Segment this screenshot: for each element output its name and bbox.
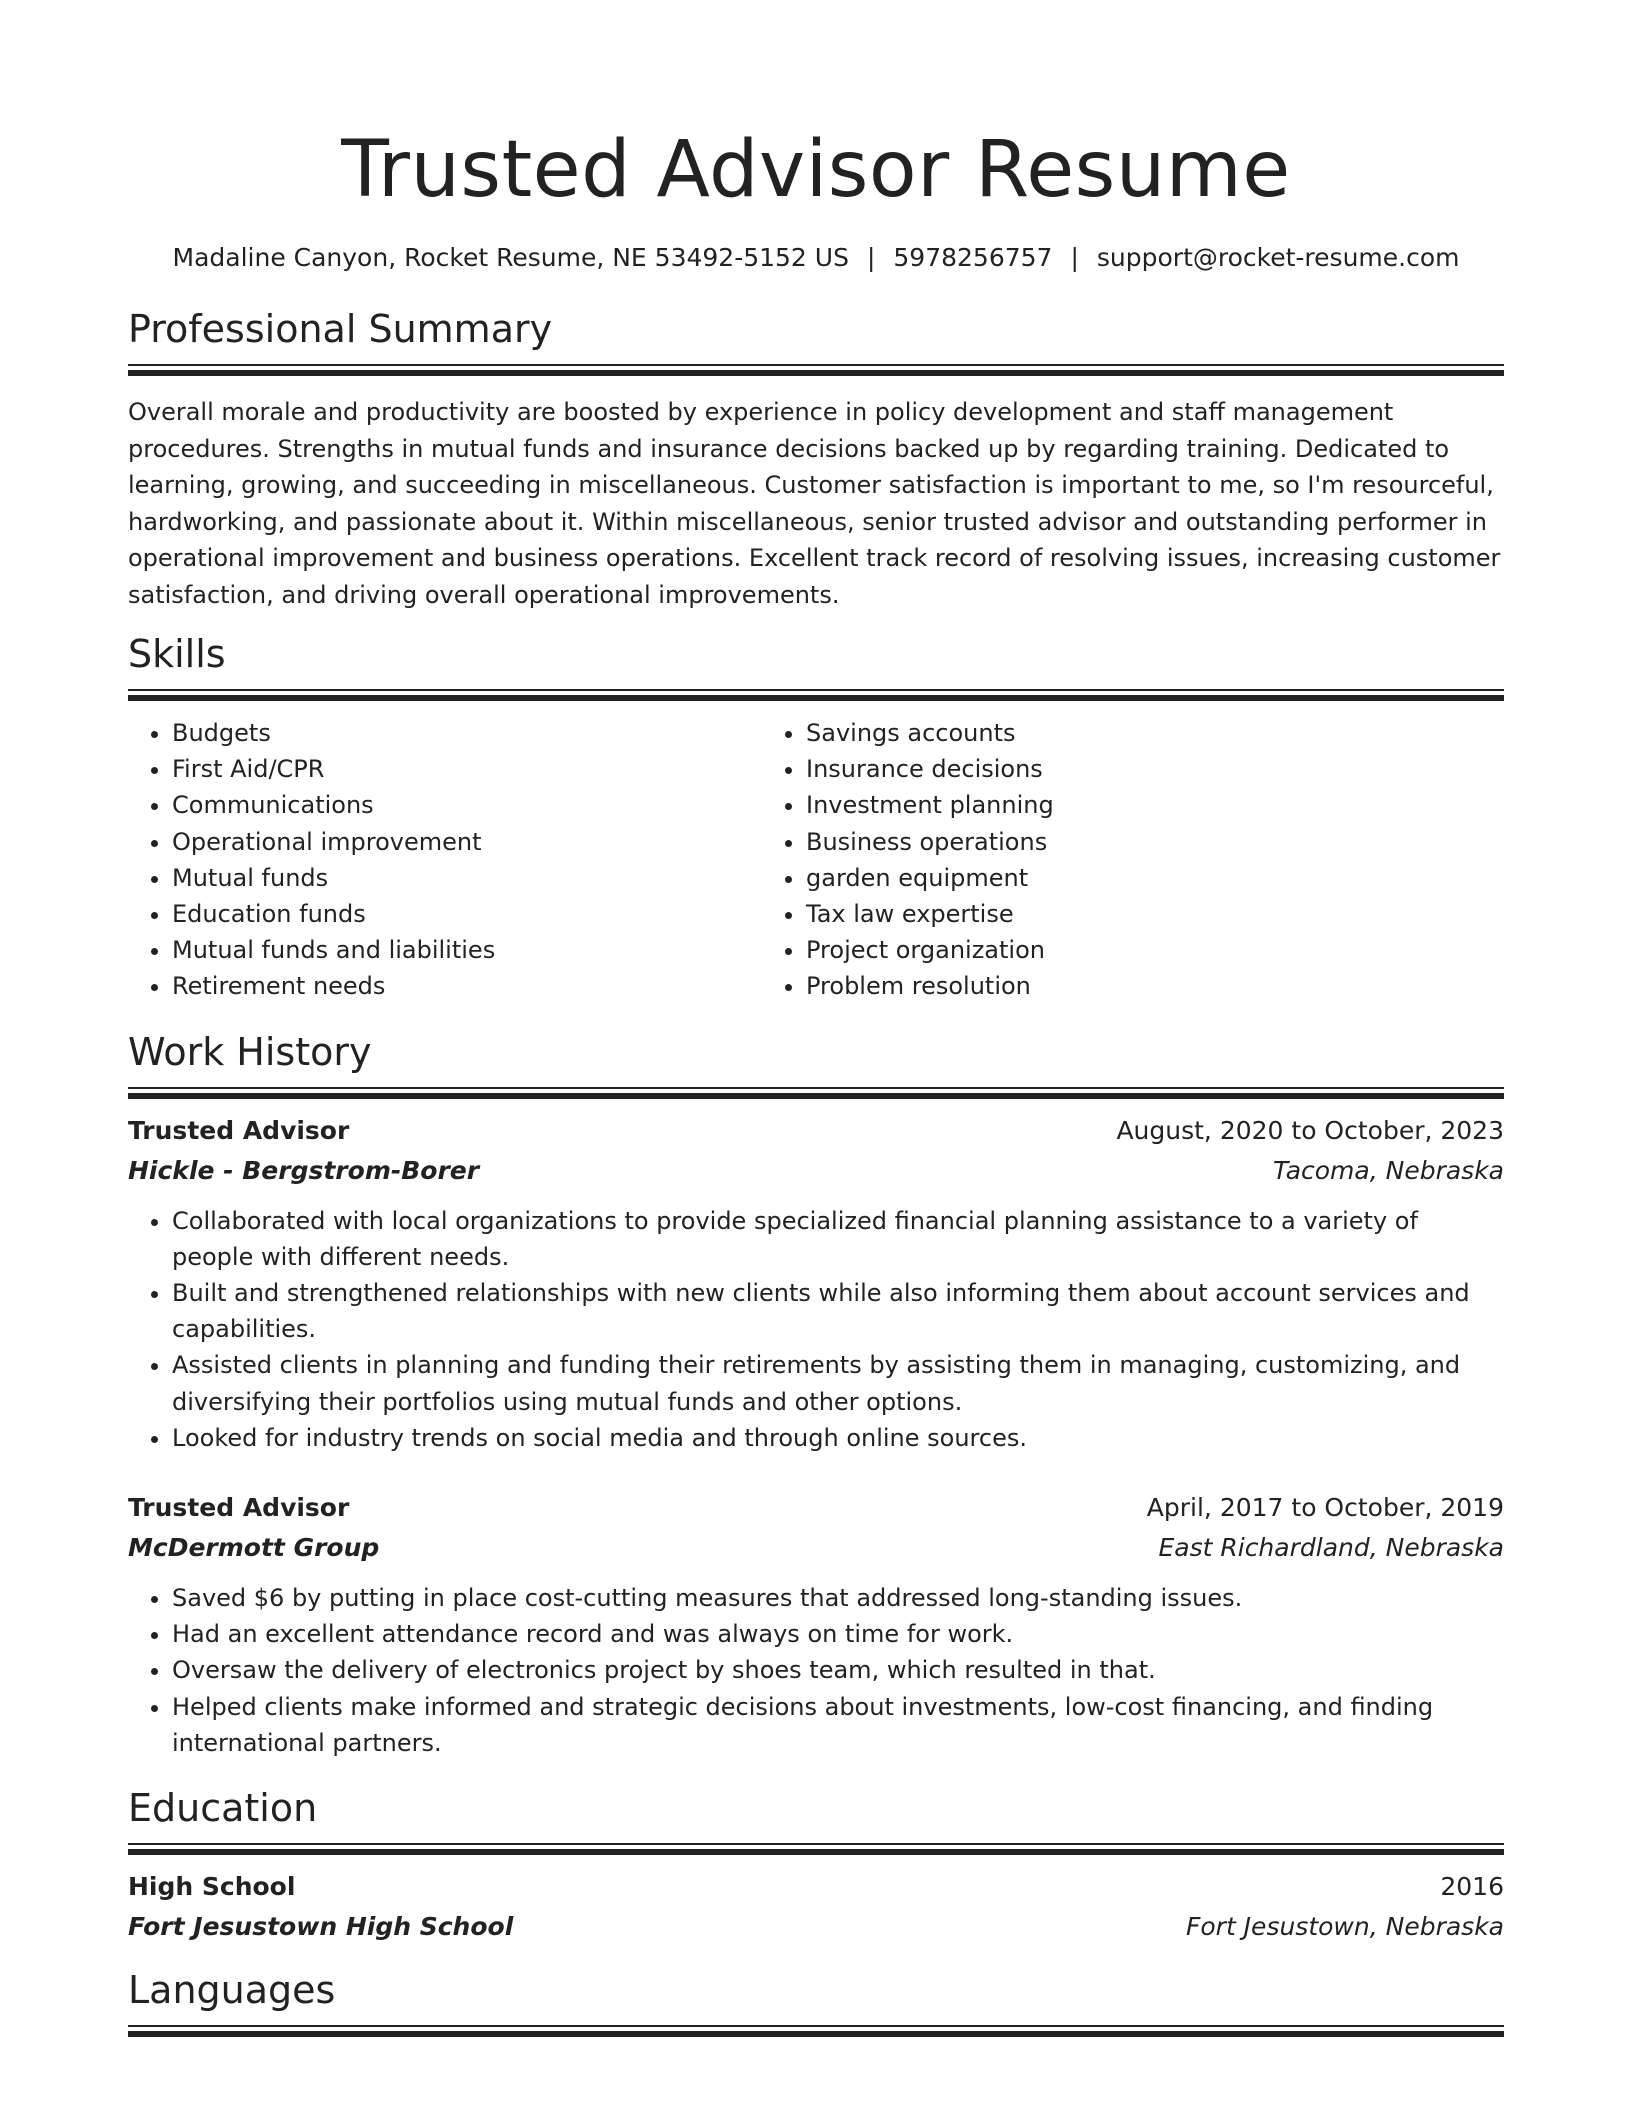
work-history-section <box>128 1027 1504 1761</box>
job-header <box>128 1111 1504 1151</box>
job-bullet: • Assisted clients in planning and funding their retirements by assisting them in managing, customizing, and diversifying their portfolios using mutual funds and other options. <box>172 1347 1504 1419</box>
education-year: 2016 <box>1440 1872 1504 1902</box>
section-heading-skills: Skills <box>128 632 226 676</box>
skills-columns <box>128 715 1504 1005</box>
job-title: Trusted Advisor <box>128 1115 350 1145</box>
job-dates: April, 2017 to October, 2019 <box>1146 1493 1504 1523</box>
skill-item: • Tax law expertise <box>806 896 1502 932</box>
skill-item: • Investment planning <box>806 787 1502 823</box>
job-bullet: • Had an excellent attendance record and was always on time for work. <box>172 1616 1504 1652</box>
skill-item: • Education funds <box>172 896 762 932</box>
section-divider <box>128 2025 1504 2037</box>
job-bullet: • Helped clients make informed and strategic decisions about investments, low-cost financing, and finding international partners. <box>172 1689 1504 1761</box>
job-company: Hickle - Bergstrom-Borer <box>128 1155 480 1185</box>
education-entry <box>128 1867 1504 1947</box>
skills-list-right <box>762 715 1502 1005</box>
section-heading-languages: Languages <box>128 1968 336 2013</box>
job-bullet: • Saved $6 by putting in place cost-cutting measures that addressed long-standing issues. <box>172 1580 1504 1616</box>
section-heading-education: Education <box>128 1786 318 1831</box>
contact-email[interactable]: support@rocket-resume.com <box>1096 243 1460 272</box>
education-school: Fort Jesustown High School <box>128 1912 514 1942</box>
skills-section <box>128 629 1504 1005</box>
job-location: Tacoma, Nebraska <box>1273 1155 1504 1185</box>
job-subheader <box>128 1528 1504 1568</box>
skill-item: • garden equipment <box>806 860 1502 896</box>
job-bullets <box>128 1203 1504 1456</box>
contact-phone: 5978256757 <box>893 243 1053 272</box>
skill-item: • Savings accounts <box>806 715 1502 751</box>
contact-address: Madaline Canyon, Rocket Resume, NE 53492-5152 US <box>172 243 849 272</box>
job-bullet: • Built and strengthened relationships with new clients while also informing them about account services and capabilities. <box>172 1275 1504 1347</box>
section-divider <box>128 689 1504 701</box>
education-section <box>128 1783 1504 1947</box>
job-bullet: • Collaborated with local organizations to provide specialized financial planning assistance to a variety of people with different needs. <box>172 1203 1504 1275</box>
contact-separator: | <box>1070 243 1079 272</box>
job-entry <box>128 1488 1504 1761</box>
job-subheader <box>128 1151 1504 1191</box>
skill-item: • Communications <box>172 787 762 823</box>
skill-item: • First Aid/CPR <box>172 751 762 787</box>
skills-list-left <box>128 715 762 1005</box>
skill-item: • Project organization <box>806 932 1502 968</box>
education-subheader <box>128 1907 1504 1947</box>
resume-title: Trusted Advisor Resume <box>341 125 1291 215</box>
skill-item: • Retirement needs <box>172 968 762 1004</box>
skill-item: • Business operations <box>806 824 1502 860</box>
skill-item: • Budgets <box>172 715 762 751</box>
job-company: McDermott Group <box>128 1533 380 1563</box>
education-degree: High School <box>128 1872 296 1902</box>
skill-item: • Insurance decisions <box>806 751 1502 787</box>
section-heading-work: Work History <box>128 1029 372 1074</box>
job-entry <box>128 1111 1504 1456</box>
job-title: Trusted Advisor <box>128 1493 350 1523</box>
section-divider <box>128 1087 1504 1099</box>
summary-text: Overall morale and productivity are boosted by experience in policy development and staff management procedures. Strengths in mutual funds and insurance decisions backed up by regarding training. Dedicated to learning, growing, and succeeding in miscellaneous. Customer satisfaction is important to me, so I'm resourceful, hardworking, and passionate about it. Within miscellaneous, senior trusted advisor and outstanding performer in operational improvement and business operations. Excellent track record of resolving issues, increasing customer satisfaction, and driving overall operational improvements. <box>128 398 1501 609</box>
skill-item: • Mutual funds and liabilities <box>172 932 762 968</box>
job-bullet: • Oversaw the delivery of electronics project by shoes team, which resulted in that. <box>172 1652 1504 1688</box>
job-bullets <box>128 1580 1504 1761</box>
skill-item: • Operational improvement <box>172 824 762 860</box>
skill-item: • Mutual funds <box>172 860 762 896</box>
section-heading-summary: Professional Summary <box>128 307 553 351</box>
skill-item: • Problem resolution <box>806 968 1502 1004</box>
summary-section <box>128 304 1504 613</box>
job-bullet: • Looked for industry trends on social media and through online sources. <box>172 1420 1504 1456</box>
job-location: East Richardland, Nebraska <box>1158 1533 1504 1563</box>
section-divider <box>128 364 1504 376</box>
section-divider <box>128 1843 1504 1855</box>
job-header <box>128 1488 1504 1528</box>
languages-section <box>128 1965 1504 2037</box>
education-header <box>128 1867 1504 1907</box>
contact-separator: | <box>866 243 876 272</box>
education-location: Fort Jesustown, Nebraska <box>1185 1912 1504 1942</box>
contact-line <box>128 238 1504 278</box>
job-dates: August, 2020 to October, 2023 <box>1116 1115 1504 1145</box>
